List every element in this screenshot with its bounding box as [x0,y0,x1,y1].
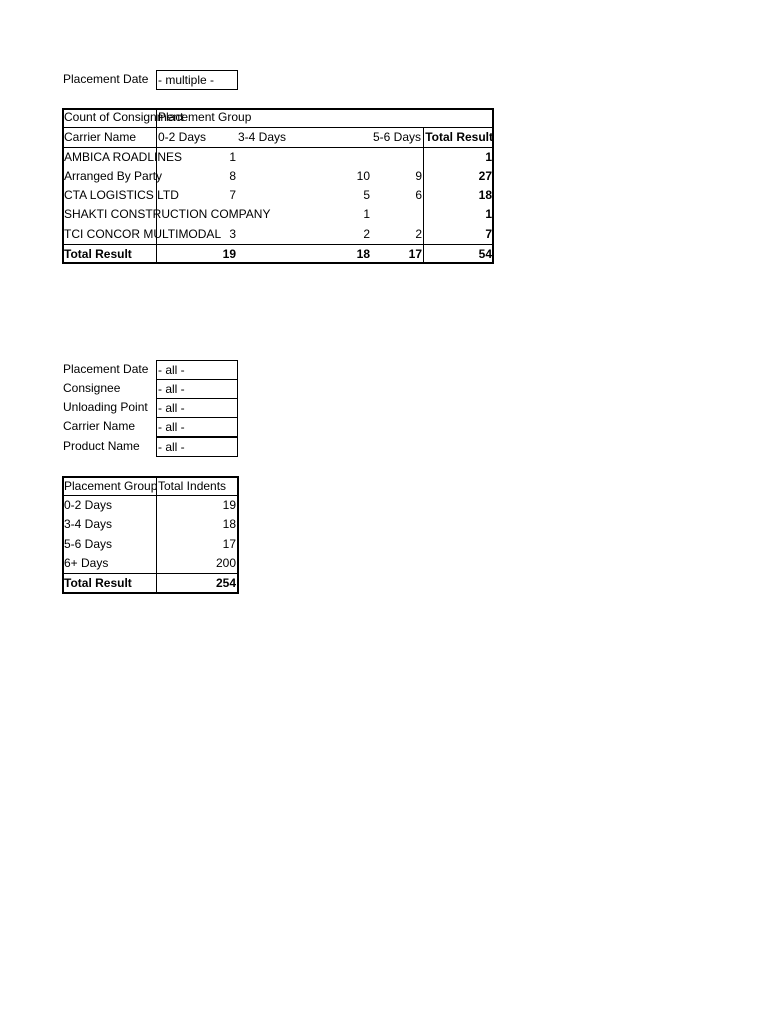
pivot1-cell [371,148,423,167]
pivot1-row-header: Carrier Name [64,130,137,144]
filter-value: - multiple - [158,73,215,87]
pivot1-total-label: Total Result [64,247,132,261]
pivot2-header-total: Total Indents [158,479,227,493]
pivot1-column-group: Placement Group [158,110,252,124]
pivot1-cell: 3 [229,227,236,241]
pivot2-row-label: 3-4 Days [64,517,113,531]
filter-value-box[interactable] [156,437,238,457]
pivot1-cell: 1 [363,207,370,221]
pivot1-cell: 10 [356,169,370,183]
pivot2-row-label: 0-2 Days [64,498,113,512]
filter-label-placement-date: Placement Date [63,72,149,86]
pivot1-row-total: 1 [485,207,492,221]
filter-label: Consignee [63,381,121,395]
pivot1-cell: 2 [415,227,422,241]
pivot2-row-label: 6+ Days [64,556,109,570]
filter-value: - all - [158,420,185,434]
pivot2-grand-total: 254 [215,576,236,590]
pivot1-cell: 1 [229,150,236,164]
filter-value: - all - [158,401,185,415]
pivot2-cell: 18 [222,517,236,531]
pivot1-cell: 7 [229,188,236,202]
pivot1-cell: 9 [415,169,422,183]
pivot1-corner: Count of Consignment [64,110,184,124]
pivot1-grand-total: 54 [478,247,492,261]
pivot2-cell: 200 [215,556,236,570]
pivot2-cell: 17 [222,537,236,551]
pivot1-col-0-2: 0-2 Days [158,130,207,144]
pivot1-row-label: SHAKTI CONSTRUCTION COMPANY [64,207,271,221]
filter-label: Carrier Name [63,419,136,433]
pivot1-cell: 2 [363,227,370,241]
pivot1-row-label: AMBICA ROADLINES [64,150,183,164]
pivot1-row-total: 7 [485,227,492,241]
pivot1-row-label: TCI CONCOR MULTIMODAL [64,227,222,241]
pivot1-col-3-4: 3-4 Days [238,130,287,144]
filter-value: - all - [158,440,185,454]
pivot2-row-label: 5-6 Days [64,537,113,551]
pivot2-total-label: Total Result [64,576,132,590]
pivot1-cell: 8 [229,169,236,183]
filter-value-box[interactable] [156,417,238,437]
filter-value: - all - [158,363,185,377]
pivot1-total-cell: 18 [356,247,370,261]
pivot1-row-label: CTA LOGISTICS LTD [64,188,179,202]
pivot1-col-5-6: 5-6 Days [372,130,421,144]
filter-value-box[interactable] [156,360,238,380]
pivot1-cell: 6 [415,188,422,202]
pivot1-row-total: 18 [478,188,492,202]
filter-label: Placement Date [63,362,149,376]
pivot1-row-label: Arranged By Party [64,169,163,183]
pivot1-col-total: Total Result [425,130,493,144]
pivot2-header-group: Placement Group [64,479,158,493]
pivot2-cell: 19 [222,498,236,512]
filter-value-box[interactable] [156,379,238,399]
pivot1-row-total: 27 [478,169,492,183]
pivot1-total-cell: 19 [222,247,236,261]
pivot1-cell: 5 [363,188,370,202]
pivot1-row-total: 1 [485,150,492,164]
filter-value-box[interactable] [156,398,238,418]
filter-label: Unloading Point [63,400,148,414]
filter-value-box[interactable] [156,70,238,90]
pivot1-cell [303,148,371,167]
filter-label: Product Name [63,439,140,453]
pivot1-total-cell: 17 [408,247,422,261]
filter-value: - all - [158,382,185,396]
